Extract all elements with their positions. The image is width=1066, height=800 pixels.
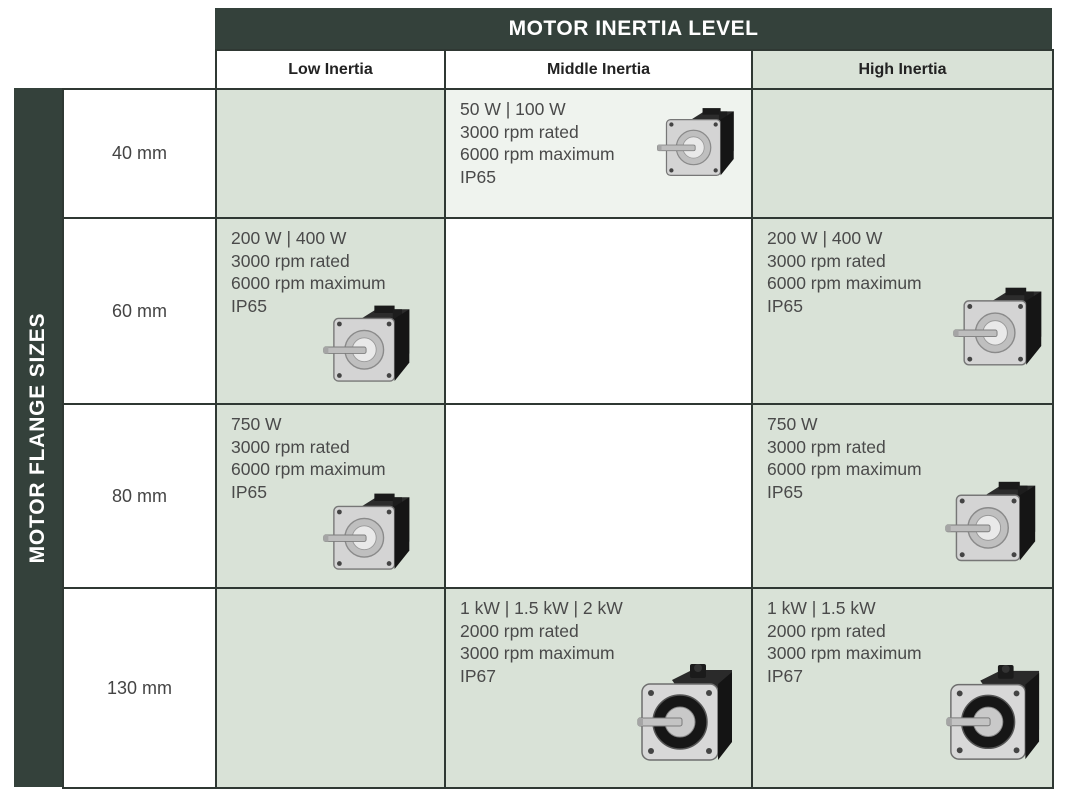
spec-cell — [216, 218, 445, 404]
motor-flange-sizes-text: MOTOR FLANGE SIZES — [26, 312, 49, 563]
motor-selection-table — [62, 49, 1054, 789]
empty-cell — [216, 588, 445, 788]
empty-cell — [752, 89, 1053, 218]
max-speed: 6000 rpm maximum — [231, 273, 386, 293]
table-row — [63, 89, 1053, 218]
flange-size-40mm: 40 mm — [63, 89, 216, 218]
ip-rating: IP65 — [767, 481, 803, 502]
table-row — [63, 404, 1053, 588]
spec-cell — [752, 404, 1053, 588]
rated-speed: 3000 rpm rated — [767, 436, 886, 457]
rated-speed: 3000 rpm rated — [231, 250, 350, 271]
ip-rating: IP67 — [460, 665, 496, 686]
table-row — [63, 588, 1053, 788]
empty-cell — [445, 404, 752, 588]
servo-motor-image — [951, 283, 1045, 377]
servo-motor-image — [321, 489, 413, 581]
spec-cell — [445, 89, 752, 218]
ip-rating: IP65 — [231, 481, 267, 502]
column-header-middle-inertia: Middle Inertia — [445, 50, 752, 89]
ip-rating: IP65 — [231, 295, 267, 316]
spec-cell — [216, 404, 445, 588]
power-rating: 200 W | 400 W — [231, 228, 347, 248]
rated-speed: 2000 rpm rated — [767, 620, 886, 641]
table-header-row — [63, 50, 1053, 89]
empty-cell — [445, 218, 752, 404]
power-rating: 750 W — [767, 414, 818, 434]
power-rating: 1 kW | 1.5 kW — [767, 598, 876, 618]
rated-speed: 3000 rpm rated — [767, 250, 886, 271]
column-header-high-inertia: High Inertia — [752, 50, 1053, 89]
large-servo-motor-image — [945, 659, 1043, 769]
table-row — [63, 218, 1053, 404]
spec-cell — [445, 588, 752, 788]
corner-cell — [63, 50, 216, 89]
max-speed: 6000 rpm maximum — [767, 273, 922, 293]
power-rating: 1 kW | 1.5 kW | 2 kW — [460, 598, 623, 618]
motor-flange-sizes-label — [14, 88, 62, 787]
servo-motor-image — [321, 301, 413, 393]
column-header-low-inertia: Low Inertia — [216, 50, 445, 89]
motor-inertia-level-title: MOTOR INERTIA LEVEL — [215, 8, 1052, 49]
max-speed: 6000 rpm maximum — [460, 144, 615, 164]
max-speed: 3000 rpm maximum — [460, 643, 615, 663]
max-speed: 6000 rpm maximum — [767, 459, 922, 479]
rated-speed: 2000 rpm rated — [460, 620, 579, 641]
max-speed: 6000 rpm maximum — [231, 459, 386, 479]
large-servo-motor-image — [636, 659, 736, 769]
ip-rating: IP65 — [767, 295, 803, 316]
ip-rating: IP65 — [460, 166, 496, 187]
flange-size-130mm: 130 mm — [63, 588, 216, 788]
power-rating: 200 W | 400 W — [767, 228, 883, 248]
servo-motor-image — [943, 477, 1039, 573]
spec-cell — [752, 218, 1053, 404]
ip-rating: IP67 — [767, 665, 803, 686]
max-speed: 3000 rpm maximum — [767, 643, 922, 663]
empty-cell — [216, 89, 445, 218]
power-rating: 750 W — [231, 414, 282, 434]
power-rating: 50 W | 100 W — [460, 99, 566, 119]
small-servo-motor-image — [655, 104, 737, 186]
rated-speed: 3000 rpm rated — [231, 436, 350, 457]
flange-size-80mm: 80 mm — [63, 404, 216, 588]
spec-cell — [752, 588, 1053, 788]
rated-speed: 3000 rpm rated — [460, 121, 579, 142]
flange-size-60mm: 60 mm — [63, 218, 216, 404]
